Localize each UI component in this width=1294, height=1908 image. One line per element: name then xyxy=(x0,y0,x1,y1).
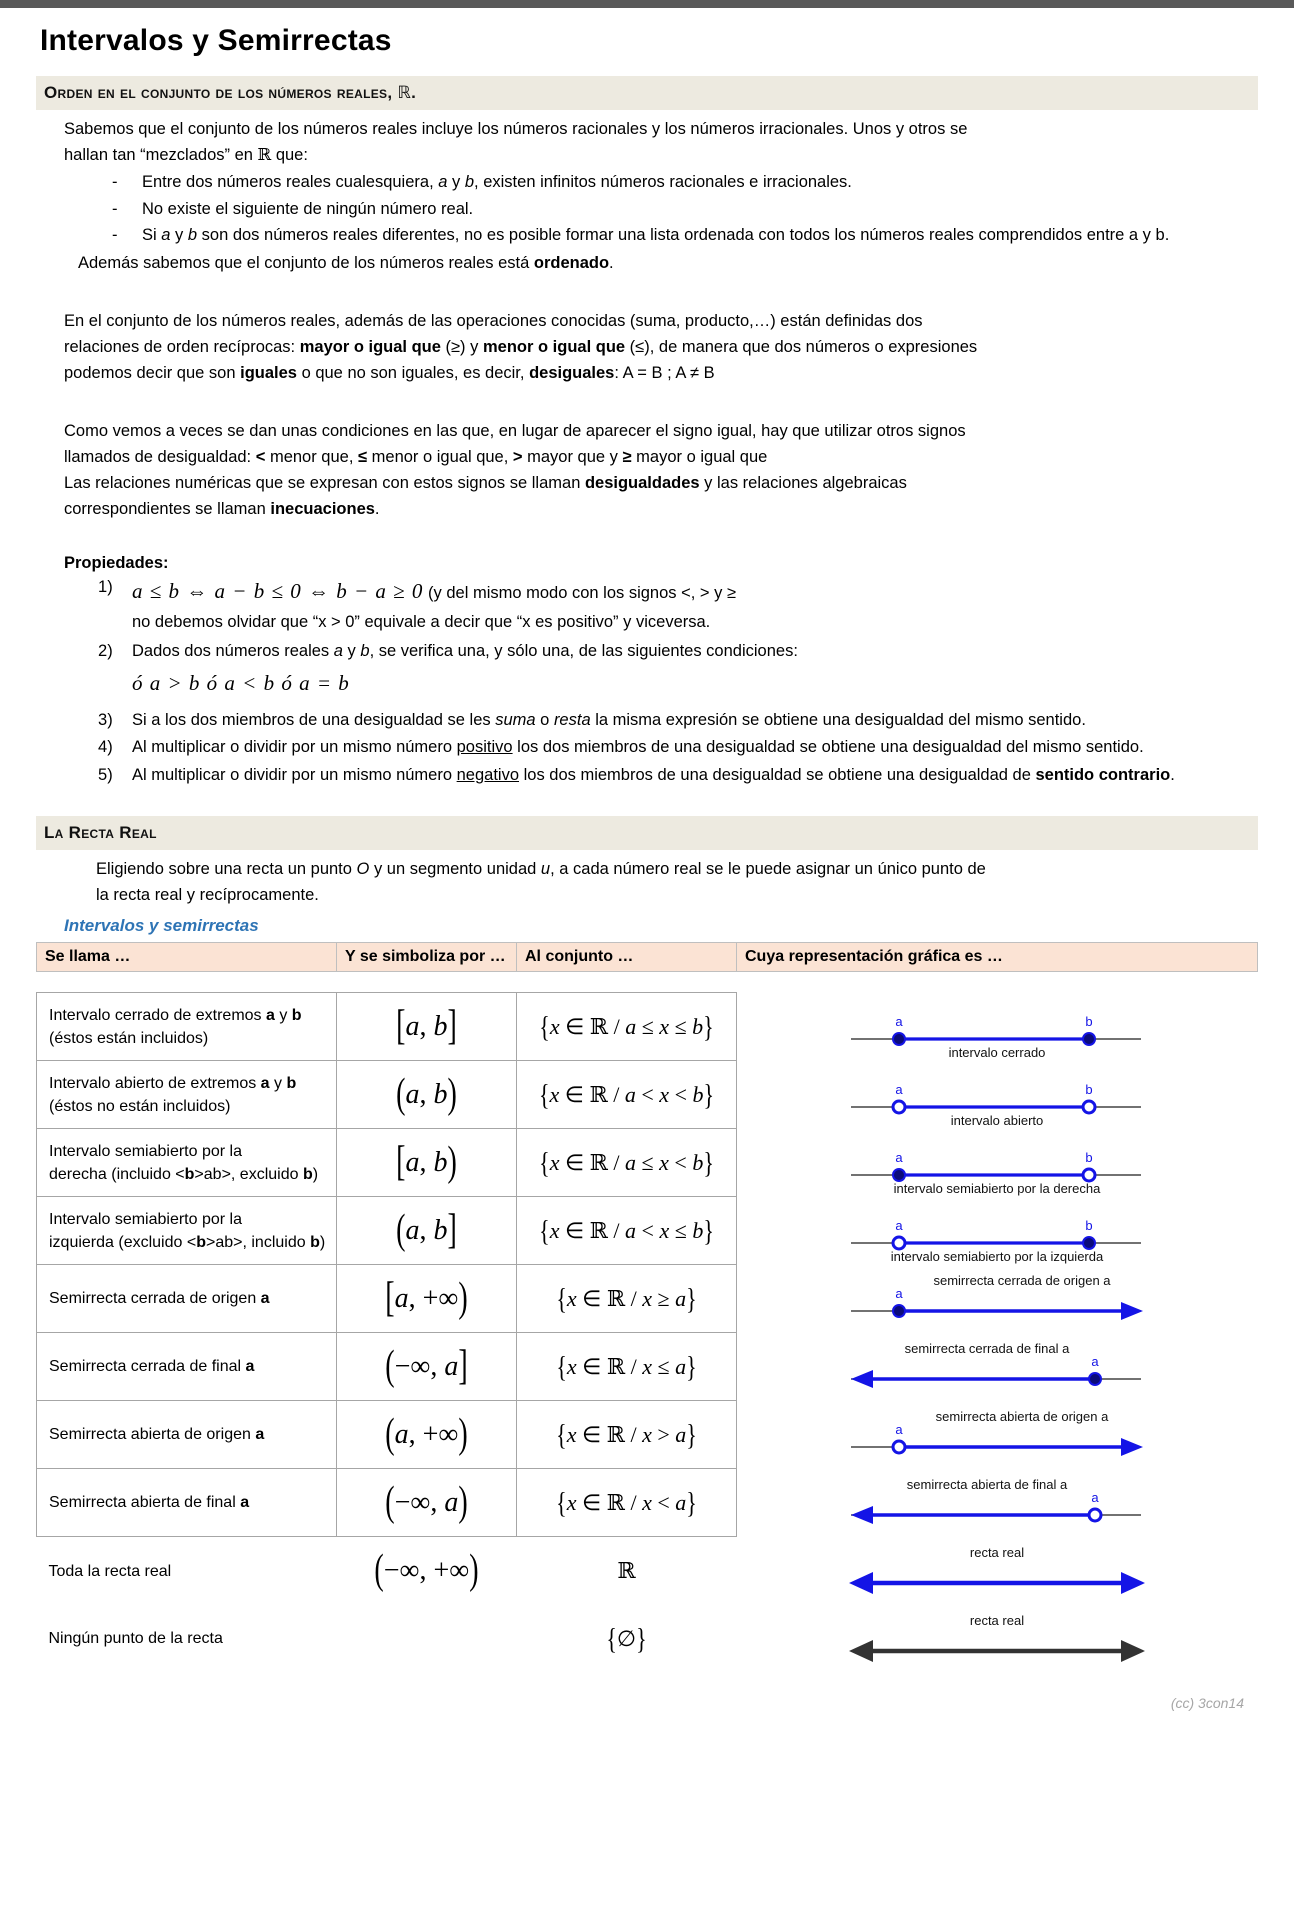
svg-text:recta real: recta real xyxy=(969,1612,1025,1628)
unit-u: u xyxy=(540,860,551,879)
sign-geq: ≥ xyxy=(622,448,632,467)
prop2-pre: Dados dos números reales xyxy=(132,642,334,661)
top-decorative-bar xyxy=(0,0,1294,8)
p2-line1: En el conjunto de los números reales, además de las operaciones conocidas (suma, producto,…) están definidas dos xyxy=(64,311,923,330)
intro-line2-post: que: xyxy=(271,146,308,165)
row-name-cell xyxy=(37,1197,337,1265)
row-set-cell: {x ∈ ℝ / x ≤ a} xyxy=(517,1333,737,1401)
col-header-se-llama: Se llama … xyxy=(37,943,337,972)
table-row xyxy=(37,1605,1258,1673)
sign-greater: > xyxy=(512,448,523,467)
svg-text:recta real: recta real xyxy=(969,1544,1025,1560)
p3-line2c: menor que, xyxy=(265,448,358,467)
row-graph-cell xyxy=(737,1401,1258,1469)
p2-line3d: : A = B ; A ≠ B xyxy=(614,364,715,382)
s2-l1c: , a cada número real se le puede asignar un único punto de xyxy=(550,860,986,879)
table-row xyxy=(37,1061,1258,1129)
p2-line2d: (≤), de manera que dos números o expresiones xyxy=(625,337,978,356)
svg-text:a: a xyxy=(895,1149,903,1165)
prop2-var-a: a xyxy=(333,642,343,661)
table-header-strip xyxy=(36,942,1258,972)
svg-text:a: a xyxy=(895,1217,903,1233)
paragraph-relaciones xyxy=(64,308,1258,386)
number-line-graphic xyxy=(847,1469,1147,1537)
prop5-underline-negativo: negativo xyxy=(456,765,520,784)
ordenado-post: . xyxy=(609,253,614,272)
svg-text:semirrecta abierta de final a: semirrecta abierta de final a xyxy=(907,1476,1068,1492)
number-line-graphic xyxy=(847,1537,1147,1605)
number-line-graphic xyxy=(847,1197,1147,1265)
reals-symbol-intro: ℝ xyxy=(257,145,272,165)
svg-text:a: a xyxy=(895,1081,903,1097)
svg-text:b: b xyxy=(1085,1013,1093,1029)
row-graph-cell xyxy=(737,993,1258,1061)
table-row xyxy=(37,1469,1258,1537)
prop1-subline: no debemos olvidar que “x > 0” equivale a decir que “x es positivo” y viceversa. xyxy=(132,612,711,631)
row-name-sub: (éstos no están incluidos) xyxy=(49,1097,231,1115)
col-header-simboliza: Y se simboliza por … xyxy=(337,943,517,972)
bullet0-var-b: b xyxy=(464,173,475,192)
p3-bold-inecuaciones: inecuaciones xyxy=(270,500,375,519)
row-name-text: Semirrecta abierta de final xyxy=(49,1494,241,1512)
bullet2-post: son dos números reales diferentes, no es posible formar una lista ordenada con todos los números reales comprendidos entre a y b. xyxy=(197,226,1170,245)
p3-line2i: mayor o igual que xyxy=(631,448,768,467)
row-name-sub: derecha (incluido <b>ab>, excluido b) xyxy=(49,1165,319,1183)
prop3-mid: o xyxy=(535,710,554,729)
prop2-math: ó a > b ó a < b ó a = b xyxy=(132,670,350,695)
row-name-cell xyxy=(37,1129,337,1197)
section1-heading-post: . xyxy=(411,83,417,102)
row-name-text: Toda la recta real xyxy=(48,1562,172,1580)
row-name-cell: Semirrecta abierta de origen a xyxy=(37,1401,337,1469)
number-line-graphic xyxy=(847,1265,1147,1333)
number-line-graphic xyxy=(847,1129,1147,1197)
row-set-cell: {x ∈ ℝ / a ≤ x ≤ b} xyxy=(517,993,737,1061)
bullet1-text: No existe el siguiente de ningún número real. xyxy=(142,199,474,218)
list-item xyxy=(36,763,1258,789)
bullet0-post: , existen infinitos números racionales e irracionales. xyxy=(474,173,852,192)
svg-text:intervalo cerrado: intervalo cerrado xyxy=(948,1044,1046,1060)
prop4-post: los dos miembros de una desigualdad se obtiene una desigualdad del mismo sentido. xyxy=(512,738,1144,757)
bullet0-mid: y xyxy=(447,173,465,192)
svg-text:a: a xyxy=(1091,1489,1099,1505)
row-symbol-cell: (−∞, +∞) xyxy=(374,1547,479,1594)
propiedades-title: Propiedades: xyxy=(64,554,169,573)
svg-text:semirrecta cerrada de origen a: semirrecta cerrada de origen a xyxy=(933,1272,1111,1288)
spacer xyxy=(64,290,1258,308)
table-row xyxy=(37,1129,1258,1197)
row-graph-cell xyxy=(737,1129,1258,1197)
intro-line1: Sabemos que el conjunto de los números reales incluye los números racionales y los números irracionales. Unos y otros se xyxy=(64,120,968,138)
prop2-mid: y xyxy=(342,642,361,661)
prop5-pre: Al multiplicar o dividir por un mismo número xyxy=(132,765,457,784)
list-item xyxy=(106,223,1258,249)
point-O: O xyxy=(356,860,370,879)
row-set-cell: {x ∈ ℝ / x < a} xyxy=(517,1469,737,1537)
row-symbol-cell xyxy=(337,1605,517,1673)
row-graph-cell xyxy=(737,1061,1258,1129)
table-row xyxy=(37,1333,1258,1401)
row-graph-cell xyxy=(737,1333,1258,1401)
row-name-text: Semirrecta cerrada de final xyxy=(49,1358,246,1376)
svg-text:a: a xyxy=(1091,1353,1099,1369)
ordenado-pre: Además sabemos que el conjunto de los números reales está xyxy=(78,253,534,272)
sign-less: < xyxy=(255,448,266,467)
recta-real-line2: la recta real y recíprocamente. xyxy=(96,886,319,905)
prop5-bold-tail: sentido contrario xyxy=(1035,765,1171,784)
subtitle-intervalos-semirrectas: Intervalos y semirrectas xyxy=(64,916,259,936)
prop3-post: la misma expresión se obtiene una desigualdad del mismo sentido. xyxy=(590,710,1086,729)
s2-l1a: Eligiendo sobre una recta un punto xyxy=(96,860,357,879)
ordenado-bold: ordenado xyxy=(533,253,610,272)
row-symbol-cell: [a, +∞) xyxy=(337,1265,517,1333)
number-line-graphic xyxy=(847,993,1147,1061)
row-name-cell: Intervalo abierto de extremos a y b (éstos no están incluidos) xyxy=(37,1061,337,1129)
row-set-cell: {x ∈ ℝ / x > a} xyxy=(517,1401,737,1469)
ordenado-line xyxy=(64,250,1258,276)
row-name-text: Intervalo abierto de extremos xyxy=(49,1074,261,1092)
svg-text:a: a xyxy=(895,1285,903,1301)
row-name-sub: izquierda (excluido <b>ab>, incluido b) xyxy=(49,1233,326,1251)
p3-line2e: menor o igual que, xyxy=(367,448,513,467)
number-line-graphic xyxy=(847,1333,1147,1401)
spacer xyxy=(64,536,1258,554)
row-symbol-cell: (−∞, a) xyxy=(337,1469,517,1537)
row-symbol-cell: (a, +∞) xyxy=(337,1401,517,1469)
row-graph-cell xyxy=(737,1197,1258,1265)
p3-line4a: correspondientes se llaman xyxy=(64,500,271,519)
list-item xyxy=(36,735,1258,761)
paragraph-desigualdad xyxy=(64,418,1258,522)
intro-paragraph xyxy=(64,116,1258,168)
properties-bullet-list xyxy=(64,170,1258,249)
prop1-note: (y del mismo modo con los signos <, > y ≥ xyxy=(428,584,737,603)
p2-bold-desiguales: desiguales xyxy=(529,364,615,382)
prop3-pre: Si a los dos miembros de una desigualdad se les xyxy=(132,710,496,729)
prop4-underline-positivo: positivo xyxy=(456,738,513,757)
section1-body xyxy=(36,116,1258,554)
document-page xyxy=(0,24,1294,1721)
svg-text:a: a xyxy=(895,1013,903,1029)
prop2-var-b: b xyxy=(360,642,370,661)
row-name-text: Ningún punto de la recta xyxy=(48,1630,223,1648)
p3-line3a: Las relaciones numéricas que se expresan con estos signos se llaman xyxy=(64,474,585,493)
intro-line2-pre: hallan tan “mezclados” en xyxy=(64,146,258,165)
row-name-text: Intervalo cerrado de extremos xyxy=(49,1006,266,1024)
svg-text:intervalo semiabierto por la i: intervalo semiabierto por la izquierda xyxy=(890,1248,1104,1264)
bullet0-var-a: a xyxy=(438,173,448,192)
p2-line3c: o que no son iguales, es decir, xyxy=(296,364,530,382)
table-row xyxy=(37,1197,1258,1265)
row-set-cell: {∅} xyxy=(606,1621,647,1656)
section-heading-recta-real: La Recta Real xyxy=(36,816,1258,850)
row-name-text: Semirrecta abierta de origen xyxy=(49,1426,256,1444)
section2-body xyxy=(36,856,1258,908)
row-symbol-cell: (a, b] xyxy=(337,1197,517,1265)
list-item xyxy=(106,170,1258,196)
prop4-pre: Al multiplicar o dividir por un mismo número xyxy=(132,738,457,757)
col-header-grafica: Cuya representación gráfica es … xyxy=(737,943,1258,972)
p3-line3c: y las relaciones algebraicas xyxy=(699,474,907,493)
section-heading-orden xyxy=(36,76,1258,110)
prop3-it-suma: suma xyxy=(495,710,536,729)
svg-text:semirrecta cerrada de final a: semirrecta cerrada de final a xyxy=(904,1340,1070,1356)
row-graph-cell xyxy=(737,1537,1258,1605)
p3-bold-desigualdades: desigualdades xyxy=(584,474,700,493)
svg-text:b: b xyxy=(1085,1149,1093,1165)
p2-bold-menor: menor o igual que xyxy=(482,337,626,356)
col-header-conjunto: Al conjunto … xyxy=(517,943,737,972)
svg-text:b: b xyxy=(1085,1217,1093,1233)
bullet2-pre: Si xyxy=(142,226,162,245)
prop1-math: a ≤ b ⇔ a − b ≤ 0 ⇔ b − a ≥ 0 xyxy=(132,579,424,604)
sign-leq: ≤ xyxy=(358,448,368,467)
number-line-graphic xyxy=(847,1401,1147,1469)
prop3-it-resta: resta xyxy=(553,710,591,729)
row-name-sub: (éstos están incluidos) xyxy=(49,1029,209,1047)
section1-heading-pre: Orden en el conjunto de los números reales, xyxy=(44,83,398,102)
bullet2-var-b: b xyxy=(187,226,198,245)
p2-bold-mayor: mayor o igual que xyxy=(299,337,441,356)
row-set-cell: {x ∈ ℝ / a < x ≤ b} xyxy=(517,1197,737,1265)
number-line-graphic xyxy=(847,1061,1147,1129)
row-set-cell: {x ∈ ℝ / x ≥ a} xyxy=(517,1265,737,1333)
p3-line4c: . xyxy=(374,500,380,519)
p3-line2g: mayor que y xyxy=(522,448,623,467)
row-symbol-cell: (a, b) xyxy=(337,1061,517,1129)
row-symbol-cell: (−∞, a] xyxy=(337,1333,517,1401)
page-title: Intervalos y Semirrectas xyxy=(40,24,392,57)
bullet0-pre: Entre dos números reales cualesquiera, xyxy=(142,173,439,192)
p2-line2a: relaciones de orden recíprocas: xyxy=(64,337,300,356)
table-header-row xyxy=(37,943,1258,972)
footer-credit: (cc) 3con14 xyxy=(1170,1694,1244,1711)
bullet2-var-a: a xyxy=(161,226,171,245)
table-row xyxy=(37,1265,1258,1333)
table-row xyxy=(37,1537,1258,1605)
p3-line2a: llamados de desigualdad: xyxy=(64,448,256,467)
row-name-text: Intervalo semiabierto por la xyxy=(49,1142,242,1160)
list-item xyxy=(36,639,1258,665)
prop5-post: los dos miembros de una desigualdad se obtiene una desigualdad de xyxy=(519,765,1036,784)
s2-l1b: y un segmento unidad xyxy=(369,860,541,879)
prop2-post: , se verifica una, y sólo una, de las siguientes condiciones: xyxy=(369,642,798,661)
list-item xyxy=(106,197,1258,223)
row-name-text: Intervalo semiabierto por la xyxy=(49,1210,242,1228)
row-set-cell: {x ∈ ℝ / a < x < b} xyxy=(517,1061,737,1129)
row-symbol-cell: [a, b] xyxy=(337,993,517,1061)
svg-text:intervalo abierto: intervalo abierto xyxy=(950,1112,1044,1128)
row-name-cell xyxy=(37,1537,337,1605)
spacer xyxy=(36,790,1258,816)
propiedades-list xyxy=(36,575,1258,788)
intervals-table xyxy=(36,992,1258,1673)
row-name-text: Semirrecta cerrada de origen xyxy=(49,1290,261,1308)
table-row xyxy=(37,1401,1258,1469)
list-item xyxy=(36,575,1258,608)
p2-line2c: (≥) y xyxy=(440,337,483,356)
svg-text:semirrecta abierta de origen a: semirrecta abierta de origen a xyxy=(935,1408,1109,1424)
row-symbol-cell: [a, b) xyxy=(337,1129,517,1197)
list-item xyxy=(36,708,1258,734)
bullet2-mid: y xyxy=(170,226,188,245)
table-row xyxy=(37,993,1258,1061)
row-graph-cell xyxy=(737,1605,1258,1673)
p3-line1: Como vemos a veces se dan unas condiciones en las que, en lugar de aparecer el signo igual, hay que utilizar otros signos xyxy=(64,422,966,441)
p2-bold-iguales: iguales xyxy=(240,364,297,382)
number-line-graphic xyxy=(847,1605,1147,1673)
row-set-cell: {x ∈ ℝ / a ≤ x < b} xyxy=(517,1129,737,1197)
row-name-cell xyxy=(37,1605,337,1673)
row-set-cell: ℝ xyxy=(617,1559,636,1585)
row-name-cell: Semirrecta cerrada de origen a xyxy=(37,1265,337,1333)
row-name-cell: Intervalo cerrado de extremos a y b (éstos están incluidos) xyxy=(37,993,337,1061)
svg-text:intervalo semiabierto por la d: intervalo semiabierto por la derecha xyxy=(893,1180,1101,1196)
svg-text:b: b xyxy=(1085,1081,1093,1097)
recta-real-line1 xyxy=(96,856,1258,882)
spacer xyxy=(64,400,1258,418)
svg-text:a: a xyxy=(895,1421,903,1437)
row-graph-cell xyxy=(737,1469,1258,1537)
prop5-dot: . xyxy=(1170,765,1175,784)
row-name-cell: Semirrecta abierta de final a xyxy=(37,1469,337,1537)
reals-symbol-heading: ℝ xyxy=(397,83,412,102)
row-name-cell: Semirrecta cerrada de final a xyxy=(37,1333,337,1401)
p2-line3a: podemos decir que son xyxy=(64,364,241,382)
row-graph-cell xyxy=(737,1265,1258,1333)
